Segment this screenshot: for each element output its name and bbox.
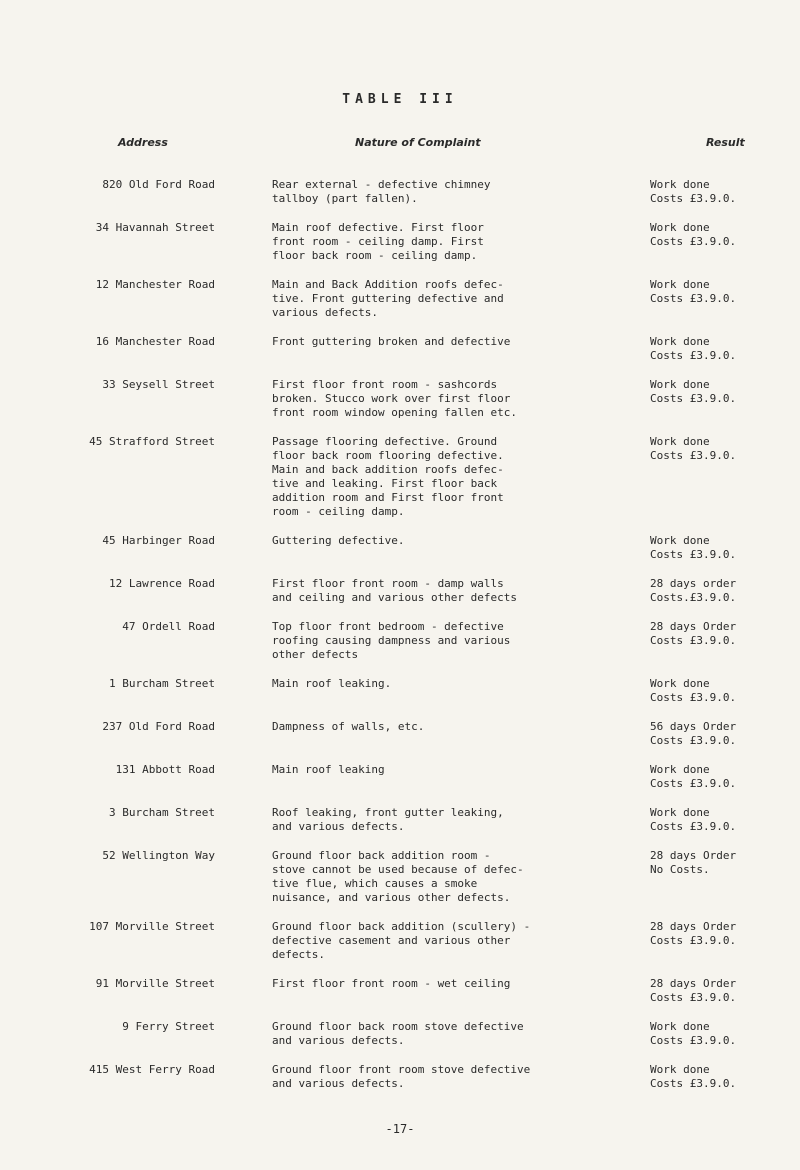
address-cell: 237 Old Ford Road <box>102 720 215 733</box>
nature-cell <box>272 577 612 605</box>
nature-line: Ground floor back room stove defective <box>272 1020 524 1033</box>
nature-line: Front guttering broken and defective <box>272 335 511 348</box>
result-line: Costs £3.9.0. <box>650 548 737 561</box>
nature-line: and ceiling and various other defects <box>272 591 518 604</box>
address-cell: 820 Old Ford Road <box>102 178 215 191</box>
address-cell: 107 Morville Street <box>89 920 215 933</box>
nature-cell <box>272 435 612 519</box>
address-cell: 1 Burcham Street <box>109 677 215 690</box>
table-row <box>0 278 800 320</box>
result-line: 28 days Order <box>650 977 737 990</box>
nature-line: First floor front room - wet ceiling <box>272 977 511 990</box>
nature-line: broken. Stucco work over first floor <box>272 392 511 405</box>
result-line: Costs £3.9.0. <box>650 192 737 205</box>
nature-line: addition room and First floor front <box>272 491 504 504</box>
nature-cell <box>272 1020 612 1048</box>
result-cell <box>650 677 790 705</box>
result-line: Work done <box>650 806 710 819</box>
result-line: Costs £3.9.0. <box>650 691 737 704</box>
result-cell <box>650 620 790 648</box>
result-line: No Costs. <box>650 863 710 876</box>
result-line: 28 days Order <box>650 849 737 862</box>
nature-line: Dampness of walls, etc. <box>272 720 425 733</box>
nature-line: Rear external - defective chimney <box>272 178 491 191</box>
nature-cell <box>272 920 612 962</box>
result-cell <box>650 720 790 748</box>
result-cell <box>650 920 790 948</box>
address-cell: 91 Morville Street <box>95 977 215 990</box>
table-row <box>0 677 800 705</box>
nature-line: First floor front room - sashcords <box>272 378 498 391</box>
result-line: Work done <box>650 534 710 547</box>
nature-cell <box>272 178 612 206</box>
result-line: Work done <box>650 1020 710 1033</box>
table-row <box>0 221 800 263</box>
address-cell: 3 Burcham Street <box>109 806 215 819</box>
result-line: Work done <box>650 435 710 448</box>
result-line: 28 days Order <box>650 620 737 633</box>
table-row <box>0 178 800 206</box>
result-line: Costs £3.9.0. <box>650 392 737 405</box>
result-line: Work done <box>650 1063 710 1076</box>
result-line: Costs £3.9.0. <box>650 934 737 947</box>
nature-cell <box>272 278 612 320</box>
nature-line: Guttering defective. <box>272 534 405 547</box>
result-line: 56 days Order <box>650 720 737 733</box>
address-cell: 9 Ferry Street <box>122 1020 215 1033</box>
nature-line: tallboy (part fallen). <box>272 192 418 205</box>
result-line: Work done <box>650 178 710 191</box>
table-row <box>0 720 800 748</box>
table-row <box>0 620 800 662</box>
nature-line: Main and back addition roofs defec- <box>272 463 504 476</box>
nature-line: Top floor front bedroom - defective <box>272 620 504 633</box>
result-line: Costs £3.9.0. <box>650 1077 737 1090</box>
result-cell <box>650 977 790 1005</box>
result-line: Work done <box>650 278 710 291</box>
result-line: Costs £3.9.0. <box>650 734 737 747</box>
nature-cell <box>272 378 612 420</box>
nature-line: Ground floor back addition room - <box>272 849 491 862</box>
page-number: -17- <box>385 1122 415 1136</box>
nature-line: Ground floor front room stove defective <box>272 1063 531 1076</box>
address-cell: 415 West Ferry Road <box>89 1063 215 1076</box>
table-row <box>0 335 800 363</box>
result-cell <box>650 806 790 834</box>
nature-line: various defects. <box>272 306 378 319</box>
table-row <box>0 920 800 962</box>
result-cell <box>650 221 790 249</box>
nature-line: First floor front room - damp walls <box>272 577 504 590</box>
result-line: Work done <box>650 378 710 391</box>
nature-cell <box>272 849 612 905</box>
address-cell: 45 Strafford Street <box>89 435 215 448</box>
address-cell: 52 Wellington Way <box>102 849 215 862</box>
nature-line: defective casement and various other <box>272 934 511 947</box>
result-line: Costs £3.9.0. <box>650 235 737 248</box>
table-row <box>0 977 800 1005</box>
nature-line: and various defects. <box>272 1077 405 1090</box>
nature-line: Roof leaking, front gutter leaking, <box>272 806 504 819</box>
address-cell: 33 Seysell Street <box>102 378 215 391</box>
result-cell <box>650 1020 790 1048</box>
result-line: Costs £3.9.0. <box>650 820 737 833</box>
result-cell <box>650 435 790 463</box>
result-line: Costs £3.9.0. <box>650 634 737 647</box>
complaints-table <box>0 178 800 1106</box>
nature-line: Main roof leaking <box>272 763 385 776</box>
address-cell: 45 Harbinger Road <box>102 534 215 547</box>
table-row <box>0 378 800 420</box>
nature-line: tive flue, which causes a smoke <box>272 877 478 890</box>
result-line: Work done <box>650 335 710 348</box>
nature-line: other defects <box>272 648 359 661</box>
table-row <box>0 1063 800 1091</box>
result-cell <box>650 763 790 791</box>
result-line: 28 days order <box>650 577 737 590</box>
nature-line: nuisance, and various other defects. <box>272 891 511 904</box>
result-cell <box>650 178 790 206</box>
nature-cell <box>272 534 612 548</box>
table-row <box>0 849 800 905</box>
nature-cell <box>272 677 612 691</box>
address-cell: 34 Havannah Street <box>95 221 215 234</box>
result-cell <box>650 1063 790 1091</box>
nature-cell <box>272 620 612 662</box>
nature-cell <box>272 763 612 777</box>
table-row <box>0 763 800 791</box>
column-header-address: Address <box>118 136 168 149</box>
result-line: Work done <box>650 221 710 234</box>
nature-line: roofing causing dampness and various <box>272 634 511 647</box>
nature-line: Main roof leaking. <box>272 677 392 690</box>
nature-line: defects. <box>272 948 325 961</box>
result-cell <box>650 577 790 605</box>
nature-line: floor back room flooring defective. <box>272 449 504 462</box>
address-cell: 12 Lawrence Road <box>109 577 215 590</box>
nature-line: Passage flooring defective. Ground <box>272 435 498 448</box>
result-line: Work done <box>650 763 710 776</box>
result-cell <box>650 534 790 562</box>
nature-line: Ground floor back addition (scullery) - <box>272 920 531 933</box>
table-row <box>0 577 800 605</box>
nature-cell <box>272 221 612 263</box>
address-cell: 47 Ordell Road <box>122 620 215 633</box>
nature-line: tive and leaking. First floor back <box>272 477 498 490</box>
nature-line: Main and Back Addition roofs defec- <box>272 278 504 291</box>
result-line: Costs £3.9.0. <box>650 991 737 1004</box>
nature-line: tive. Front guttering defective and <box>272 292 504 305</box>
result-line: Costs £3.9.0. <box>650 292 737 305</box>
nature-line: Main roof defective. First floor <box>272 221 484 234</box>
result-line: 28 days Order <box>650 920 737 933</box>
address-cell: 12 Manchester Road <box>95 278 215 291</box>
nature-line: floor back room - ceiling damp. <box>272 249 478 262</box>
nature-cell <box>272 720 612 734</box>
nature-line: and various defects. <box>272 1034 405 1047</box>
nature-line: front room window opening fallen etc. <box>272 406 518 419</box>
result-cell <box>650 335 790 363</box>
result-line: Costs.£3.9.0. <box>650 591 737 604</box>
address-cell: 131 Abbott Road <box>115 763 215 776</box>
result-line: Work done <box>650 677 710 690</box>
nature-line: and various defects. <box>272 820 405 833</box>
result-cell <box>650 278 790 306</box>
result-line: Costs £3.9.0. <box>650 1034 737 1047</box>
result-line: Costs £3.9.0. <box>650 449 737 462</box>
column-header-nature: Nature of Complaint <box>355 136 481 149</box>
nature-line: stove cannot be used because of defec- <box>272 863 524 876</box>
result-cell <box>650 849 790 877</box>
nature-line: front room - ceiling damp. First <box>272 235 484 248</box>
nature-cell <box>272 1063 612 1091</box>
result-line: Costs £3.9.0. <box>650 349 737 362</box>
result-line: Costs £3.9.0. <box>650 777 737 790</box>
nature-cell <box>272 335 612 349</box>
address-cell: 16 Manchester Road <box>95 335 215 348</box>
table-row <box>0 1020 800 1048</box>
nature-cell <box>272 806 612 834</box>
table-title: TABLE III <box>342 92 458 107</box>
nature-cell <box>272 977 612 991</box>
column-header-result: Result <box>706 136 745 149</box>
table-row <box>0 806 800 834</box>
table-row <box>0 534 800 562</box>
table-row <box>0 435 800 519</box>
result-cell <box>650 378 790 406</box>
nature-line: room - ceiling damp. <box>272 505 405 518</box>
